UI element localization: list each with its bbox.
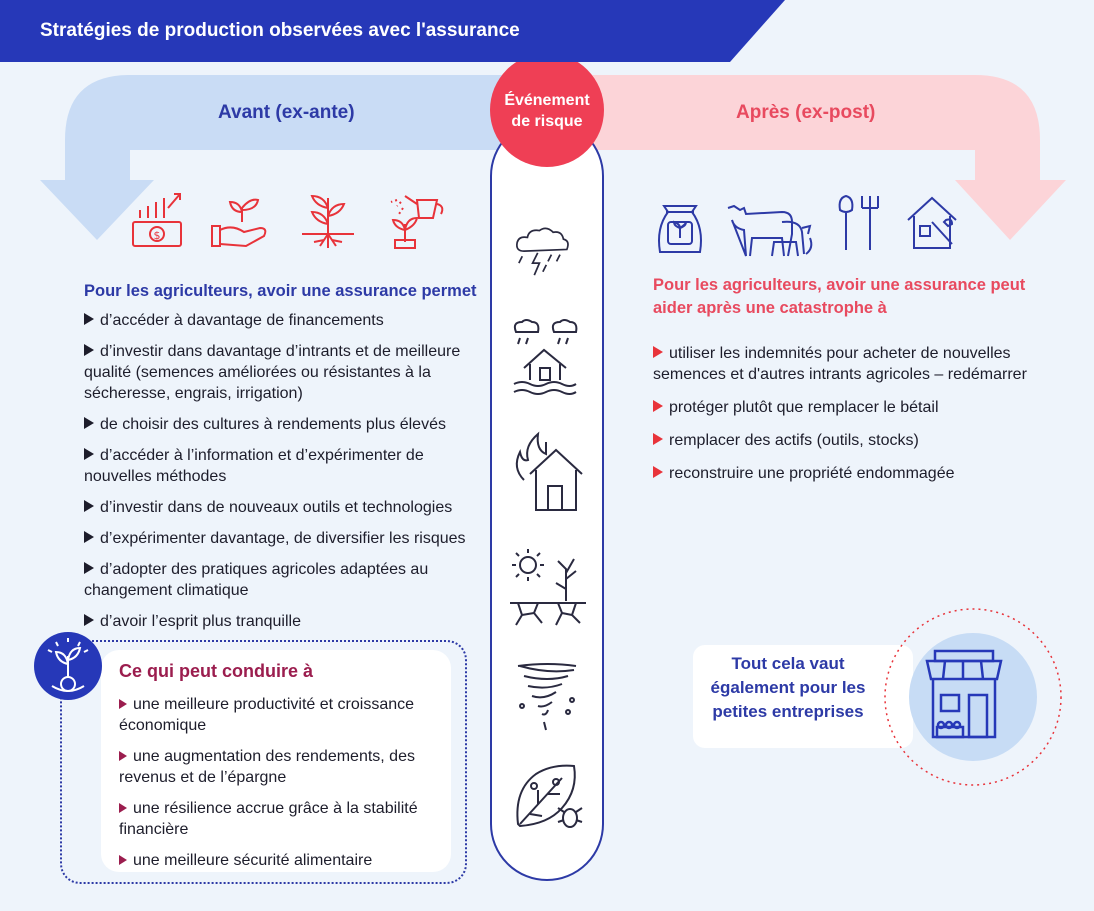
list-item: utiliser les indemnités pour acheter de nouvelles semences et d'autres intrants agricoles – redémarrer: [653, 345, 1027, 383]
farm-tools-icon: [830, 192, 890, 252]
house-repair-icon: [902, 192, 962, 252]
list-item: reconstruire une propriété endommagée: [653, 463, 1053, 484]
event-label: Événement de risque: [504, 92, 590, 130]
list-item: de choisir des cultures à rendements plus élevés: [84, 414, 494, 435]
bullet-arrow-icon: [653, 466, 663, 478]
bullet-arrow-icon: [84, 500, 94, 512]
bullet-arrow-icon: [119, 803, 127, 813]
growth-badge-icon: [32, 630, 104, 702]
list-item: une résilience accrue grâce à la stabilité financière: [119, 800, 418, 838]
bullet-arrow-icon: [84, 448, 94, 460]
after-title: Après (ex-post): [736, 102, 876, 123]
before-title: Avant (ex-ante): [218, 102, 355, 123]
flood-icon: [510, 318, 580, 398]
seed-bag-icon: [650, 198, 710, 258]
bullet-arrow-icon: [119, 751, 127, 761]
drought-icon: [508, 545, 588, 630]
list-item: une augmentation des rendements, des revenus et de l’épargne: [119, 748, 415, 786]
benefits-before-list: [84, 310, 494, 642]
list-item: remplacer des actifs (outils, stocks): [653, 430, 1053, 451]
list-item: protéger plutôt que remplacer le bétail: [653, 397, 1053, 418]
right-heading: Pour les agriculteurs, avoir une assurance peut aider après une catastrophe à: [653, 276, 1026, 317]
list-item: d’adopter des pratiques agricoles adaptées au changement climatique: [84, 561, 429, 599]
consequences-list: [119, 694, 459, 881]
watering-can-icon: [385, 190, 445, 250]
list-item: une meilleure sécurité alimentaire: [119, 850, 459, 871]
bullet-arrow-icon: [653, 433, 663, 445]
tornado-icon: [512, 660, 582, 735]
bullet-arrow-icon: [84, 344, 94, 356]
storm-icon: [512, 222, 572, 282]
livestock-icon: [722, 198, 817, 258]
list-item: d’expérimenter davantage, de diversifier les risques: [84, 528, 494, 549]
list-item: une meilleure productivité et croissance économique: [119, 696, 415, 734]
bullet-arrow-icon: [653, 346, 663, 358]
seedling-hand-icon: [210, 190, 270, 250]
bullet-arrow-icon: [119, 699, 127, 709]
benefits-after-list: [653, 343, 1053, 496]
sme-text: Tout cela vaut également pour les petites entreprises: [710, 654, 866, 721]
bullet-arrow-icon: [119, 855, 127, 865]
left-heading: Pour les agriculteurs, avoir une assurance permet: [84, 282, 477, 300]
list-item: d’investir dans de nouveaux outils et technologies: [84, 497, 494, 518]
list-item: d’avoir l’esprit plus tranquille: [84, 611, 494, 632]
svg-text:$: $: [153, 229, 161, 242]
list-item: d’accéder à davantage de financements: [84, 310, 494, 331]
list-item: d’accéder à l’information et d’expérimenter de nouvelles méthodes: [84, 447, 424, 485]
bullet-arrow-icon: [84, 417, 94, 429]
finance-growth-icon: [128, 190, 188, 250]
bullet-arrow-icon: [84, 313, 94, 325]
bullet-arrow-icon: [84, 531, 94, 543]
bullet-arrow-icon: [84, 562, 94, 574]
pest-leaf-icon: [512, 760, 587, 835]
plant-roots-icon: [298, 190, 358, 250]
bullet-arrow-icon: [84, 614, 94, 626]
shop-badge: [883, 607, 1063, 787]
page-title: Stratégies de production observées avec l'assurance: [40, 20, 520, 41]
before-arrow: [40, 75, 540, 240]
bullet-arrow-icon: [653, 400, 663, 412]
fire-icon: [510, 430, 585, 515]
list-item: d’investir dans davantage d’intrants et de meilleure qualité (semences améliorées ou résistantes à la sécheresse, engrais, irrigation): [84, 343, 461, 402]
consequences-title: Ce qui peut conduire à: [119, 661, 314, 681]
